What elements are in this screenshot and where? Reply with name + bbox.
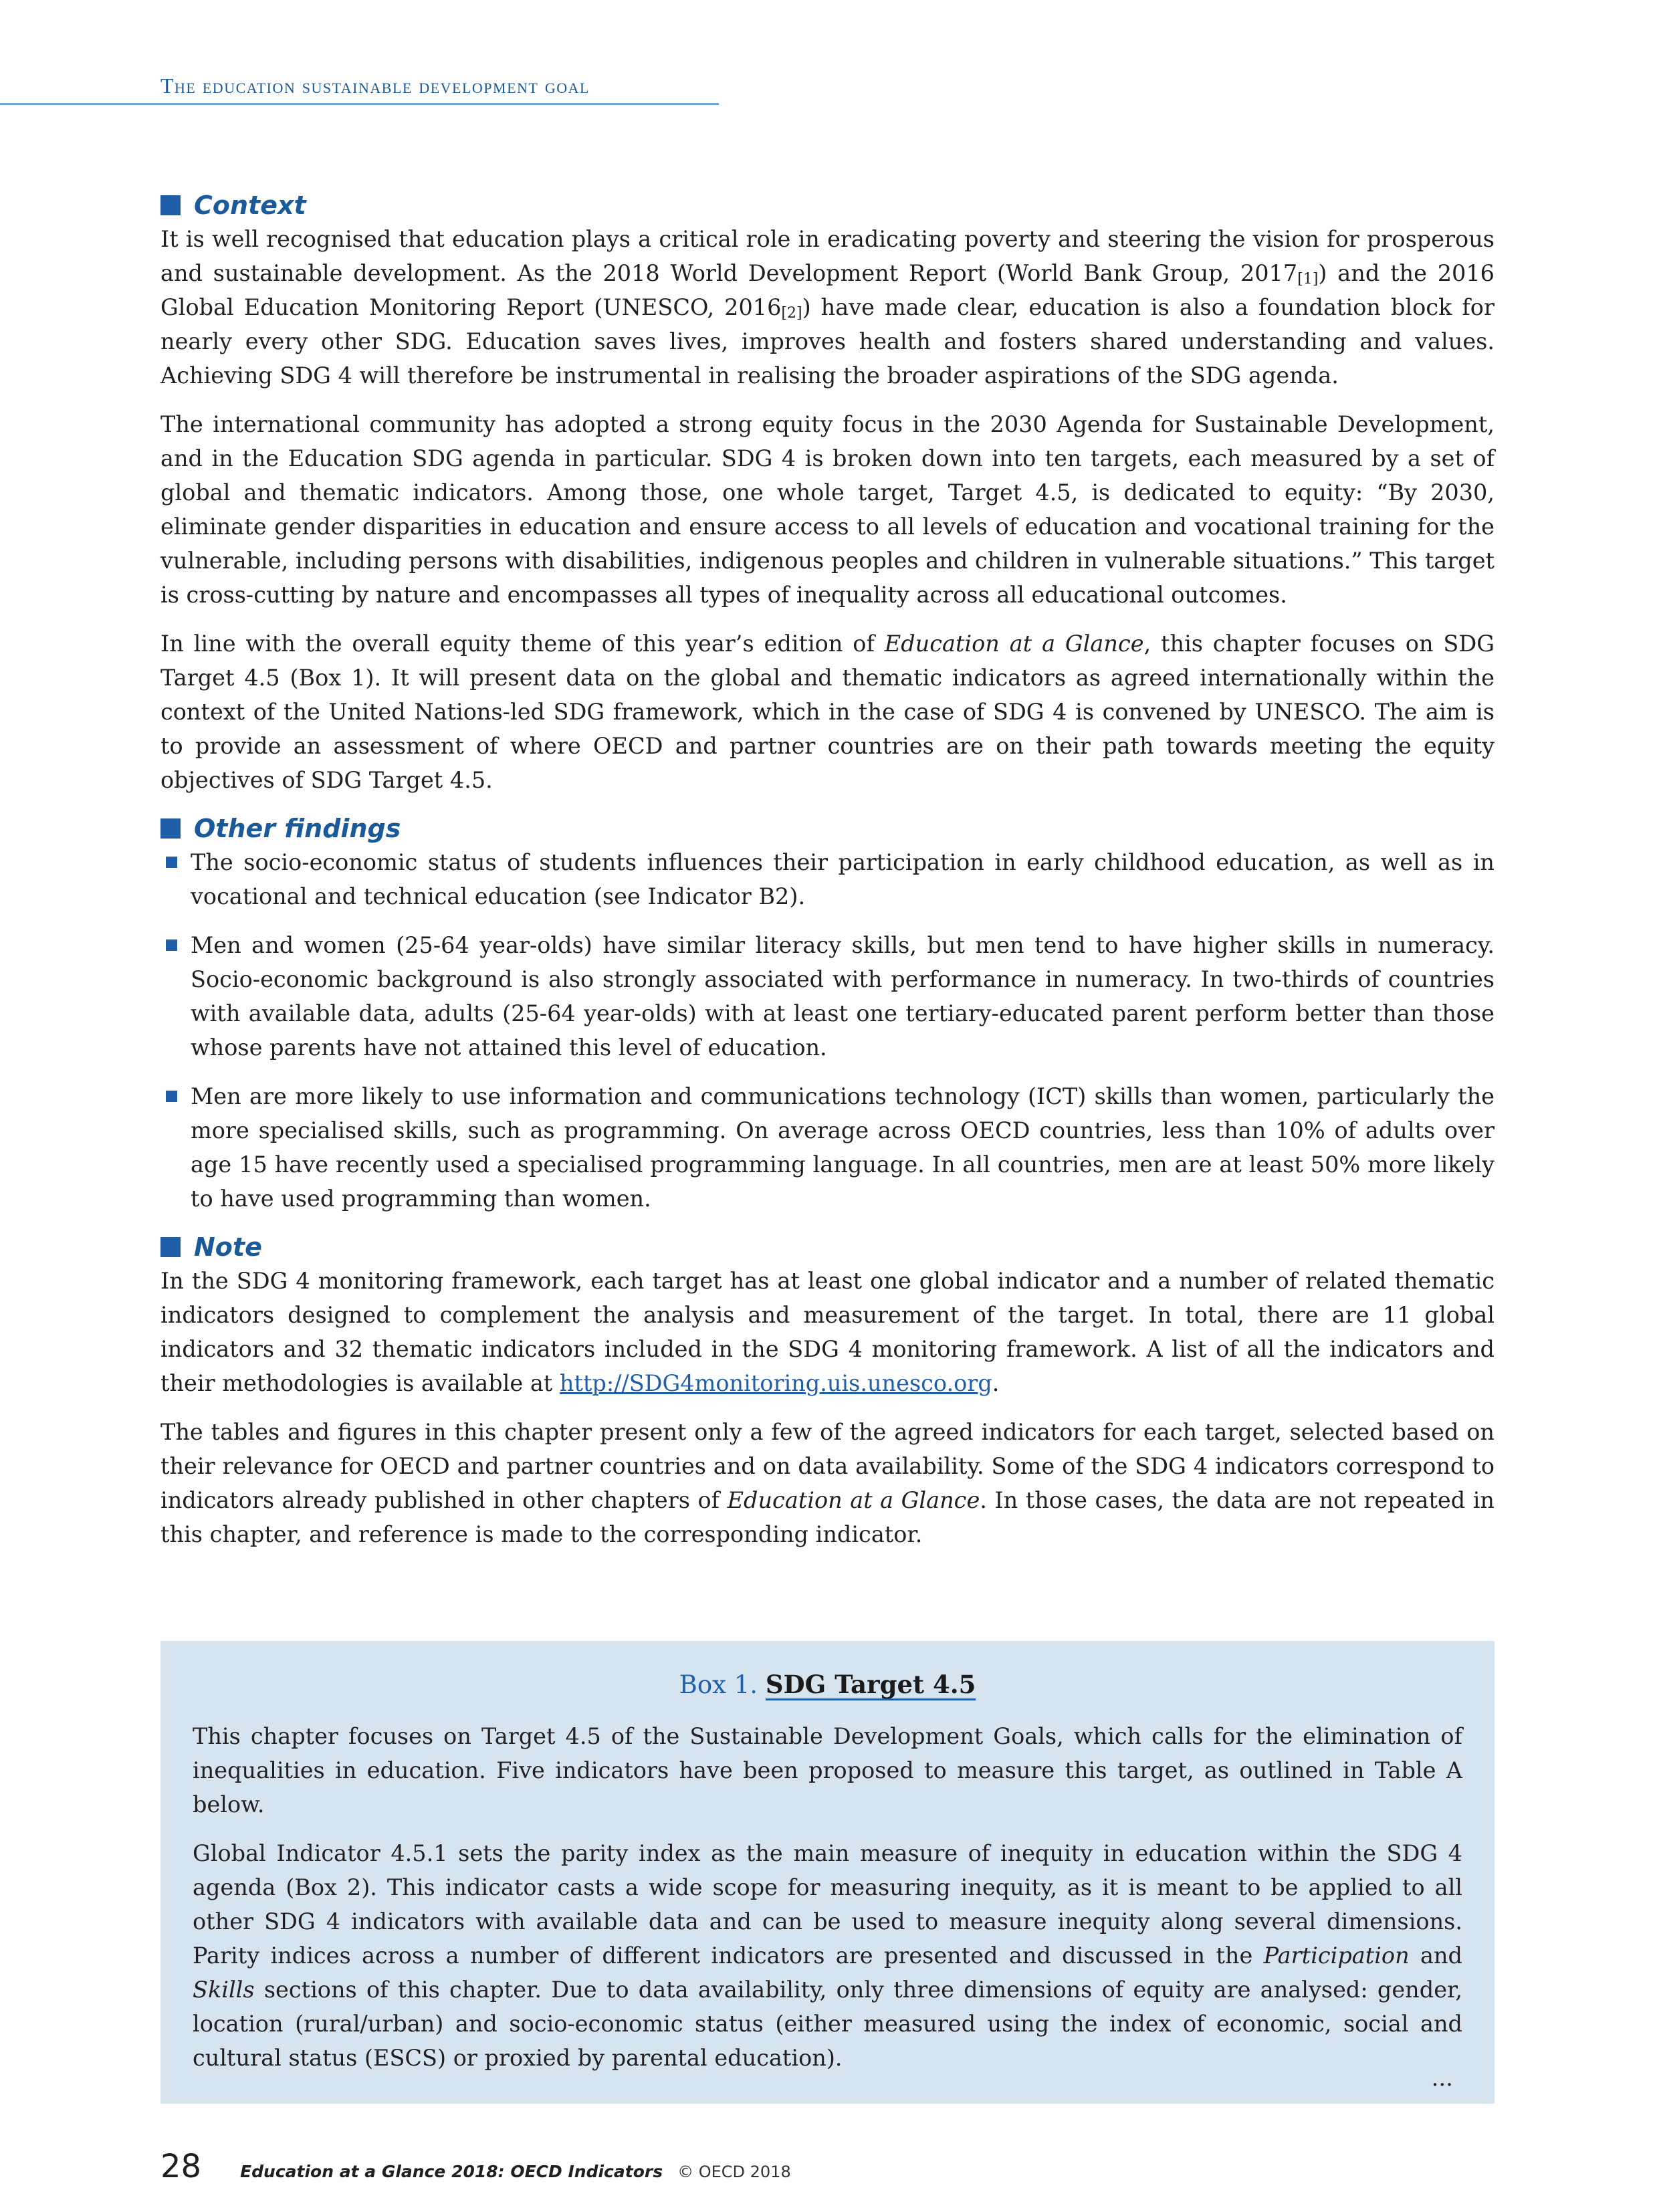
other-findings-heading — [160, 812, 1495, 845]
page-number: 28 — [160, 2148, 202, 2185]
context-heading-text: Context — [194, 191, 306, 220]
box-sdg-target — [160, 1641, 1495, 2104]
box-number: Box 1. — [679, 1670, 758, 1699]
section-square-icon — [160, 818, 181, 839]
box-name: SDG Target 4.5 — [765, 1670, 976, 1699]
sdg4-monitoring-link[interactable]: http://SDG4monitoring.uis.unesco.org — [559, 1370, 992, 1396]
publication-title: Education at a Glance 2018: OECD Indicators — [240, 2162, 663, 2181]
note-heading — [160, 1230, 1495, 1264]
finding-item: Men and women (25-64 year-olds) have similar literacy skills, but men tend to have higher skills in numeracy. Socio-economic background is also strongly associated with performance in numeracy. In two-thirds of countries with available data, adults (25-64 year-olds) with at least one tertiary-educated parent perform better than those whose parents have not attained this level of education. — [160, 928, 1495, 1065]
main-content — [160, 189, 1495, 1566]
section-square-icon — [160, 1237, 181, 1257]
running-head — [0, 74, 719, 105]
context-heading — [160, 189, 1495, 222]
box-continuation: ... — [1431, 2065, 1453, 2092]
other-findings-heading-text: Other findings — [194, 814, 401, 843]
section-square-icon — [160, 195, 181, 215]
copyright: © OECD 2018 — [677, 2163, 791, 2181]
box-paragraph-1: This chapter focuses on Target 4.5 of the Sustainable Development Goals, which calls for the elimination of inequalities in education. Five indicators have been proposed to measure this target, as outlined in Table A below. — [193, 1723, 1462, 1817]
context-paragraph-3: In line with the overall equity theme of this year’s edition of Education at a Glance, this chapter focuses on SDG Target 4.5 (Box 1). It will present data on the global and thematic indicators as agreed internationally within the context of the United Nations-led SDG framework, which in the case of SDG 4 is convened by UNESCO. The aim is to provide an assessment of where OECD and partner countries are on their path towards meeting the equity objectives of SDG Target 4.5. — [160, 631, 1495, 793]
finding-item: The socio-economic status of students influences their participation in early childhood education, as well as in vocational and technical education (see Indicator B2). — [160, 845, 1495, 913]
note-paragraph-2: The tables and figures in this chapter present only a few of the agreed indicators for each target, selected based on their relevance for OECD and partner countries and on data availability. Some of the SDG 4 indicators correspond to indicators already published in other chapters of Education at a Glance. In those cases, the data are not repeated in this chapter, and reference is made to the corresponding indicator. — [160, 1419, 1495, 1547]
note-paragraph-1: In the SDG 4 monitoring framework, each target has at least one global indicator and a number of related thematic indicators designed to complement the analysis and measurement of the target. In total, there are 11 global indicators and 32 thematic indicators included in the SDG 4 monitoring framework. A list of all the indicators and their methodologies is available at http://SDG4monitoring.uis.unesco.org. — [160, 1268, 1495, 1396]
note-heading-text: Note — [194, 1232, 262, 1262]
page-footer — [160, 2148, 791, 2188]
box-title — [160, 1668, 1495, 1702]
reference-2[interactable]: [2] — [781, 305, 802, 322]
findings-list — [160, 845, 1495, 1216]
reference-1[interactable]: [1] — [1297, 271, 1319, 288]
context-paragraph-1: It is well recognised that education plays a critical role in eradicating poverty and steering the vision for prosperous and sustainable development. As the 2018 World Development Report (World Bank Group, $2017_{[1]}$) and the 2016 Global Education Monitoring Report (UNESCO, $2016_{[2]}$) have made clear, education is also a foundation block for nearly every other SDG. Education saves lives, improves health and fosters shared understanding and values. Achieving SDG 4 will therefore be instrumental in realising the broader aspirations of the SDG agenda. — [160, 226, 1495, 389]
box-paragraph-2: Global Indicator 4.5.1 sets the parity index as the main measure of inequity in education within the SDG 4 agenda (Box 2). This indicator casts a wide scope for measuring inequity, as it is meant to be applied to all other SDG 4 indicators with available data and can be used to measure inequity along several dimensions. Parity indices across a number of different indicators are presented and discussed in the Participation and Skills sections of this chapter. Due to data availability, only three dimensions of equity are analysed: gender, location (rural/urban) and socio-economic status (either measured using the index of economic, social and cultural status (ESCS) or proxied by parental education). — [193, 1840, 1462, 2071]
finding-item: Men are more likely to use information and communications technology (ICT) skills than women, particularly the more specialised skills, such as programming. On average across OECD countries, less than 10% of adults over age 15 have recently used a specialised programming language. In all countries, men are at least 50% more likely to have used programming than women. — [160, 1079, 1495, 1216]
chapter-title: The education sustainable development goal — [160, 74, 590, 98]
context-paragraph-2: The international community has adopted a strong equity focus in the 2030 Agenda for Sustainable Development, and in the Education SDG agenda in particular. SDG 4 is broken down into ten targets, each measured by a set of global and thematic indicators. Among those, one whole target, Target 4.5, is dedicated to equity: “By 2030, eliminate gender disparities in education and ensure access to all levels of education and vocational training for the vulnerable, including persons with disabilities, indigenous peoples and children in vulnerable situations.” This target is cross-cutting by nature and encompasses all types of inequality across all educational outcomes. — [160, 411, 1495, 608]
